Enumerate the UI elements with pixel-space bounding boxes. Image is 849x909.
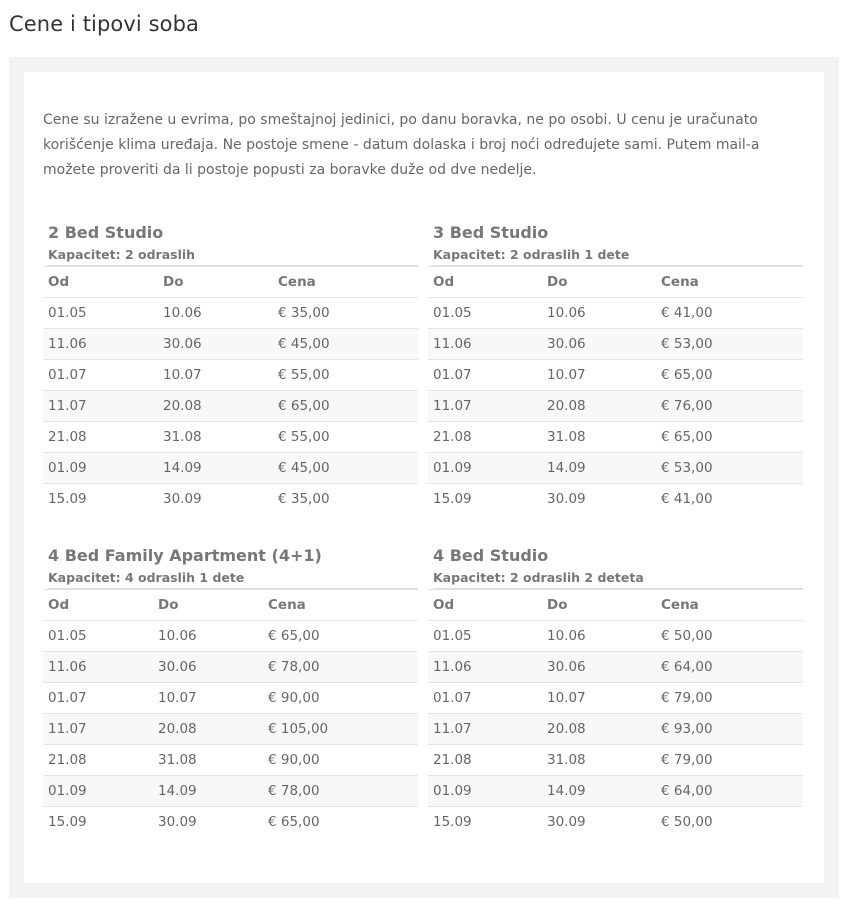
cell-to: 30.06	[153, 652, 263, 683]
cell-to: 30.09	[547, 491, 586, 507]
page-title: Cene i tipovi soba	[9, 12, 199, 36]
table-header-row	[428, 590, 803, 621]
cell-to: 30.06	[542, 329, 656, 360]
cell-from: 01.09	[428, 453, 542, 484]
cell-from: 01.07	[428, 360, 542, 391]
column-header-price: Cena	[263, 590, 418, 621]
table-row	[428, 453, 803, 484]
room-capacity: Kapacitet: 2 odraslih 1 dete	[433, 244, 803, 266]
table-row	[428, 484, 803, 515]
cell-price: € 53,00	[656, 329, 803, 360]
cell-from: 21.08	[43, 422, 158, 453]
column-header-to: Do	[542, 590, 656, 621]
cell-price: € 65,00	[263, 621, 418, 652]
table-row	[428, 422, 803, 453]
table-row	[43, 683, 418, 714]
room-title: 4 Bed Studio	[433, 546, 549, 565]
table-row	[43, 453, 418, 484]
cell-from: 01.07	[43, 683, 153, 714]
column-header-to: Do	[542, 267, 656, 298]
room-section	[428, 222, 803, 514]
column-header-price: Cena	[656, 267, 803, 298]
column-header-to: Do	[158, 267, 273, 298]
cell-from: 11.07	[428, 714, 542, 745]
cell-from: 21.08	[428, 745, 542, 776]
table-row	[428, 714, 803, 745]
column-header-from: Od	[43, 590, 153, 621]
cell-price: € 53,00	[656, 453, 803, 484]
price-table	[43, 266, 418, 514]
cell-to: 14.09	[542, 776, 656, 807]
cell-from: 21.08	[43, 745, 153, 776]
cell-price: € 50,00	[661, 814, 713, 830]
cell-to: 20.08	[153, 714, 263, 745]
cell-to: 10.06	[542, 621, 656, 652]
cell-from: 01.05	[428, 621, 542, 652]
table-header-row	[43, 267, 418, 298]
content-card	[24, 72, 824, 883]
content-panel	[9, 57, 839, 898]
cell-to: 31.08	[158, 422, 273, 453]
table-row	[43, 652, 418, 683]
table-row	[428, 683, 803, 714]
table-row	[428, 329, 803, 360]
room-capacity: Kapacitet: 2 odraslih	[48, 244, 418, 266]
cell-price: € 65,00	[268, 814, 320, 830]
room-capacity: Kapacitet: 2 odraslih 2 deteta	[433, 567, 803, 589]
table-header-row	[428, 267, 803, 298]
column-header-to: Do	[153, 590, 263, 621]
table-row	[43, 714, 418, 745]
column-header-from: Od	[43, 267, 158, 298]
cell-from: 01.05	[43, 621, 153, 652]
column-header-from: Od	[428, 590, 542, 621]
cell-from: 01.07	[43, 360, 158, 391]
cell-price: € 55,00	[273, 422, 418, 453]
cell-price: € 78,00	[263, 652, 418, 683]
cell-price: € 64,00	[656, 652, 803, 683]
cell-from: 11.07	[43, 391, 158, 422]
cell-price: € 45,00	[273, 329, 418, 360]
room-title: 2 Bed Studio	[48, 223, 164, 242]
cell-price: € 65,00	[656, 360, 803, 391]
cell-from: 11.06	[428, 329, 542, 360]
cell-from: 15.09	[48, 814, 87, 830]
cell-price: € 79,00	[656, 683, 803, 714]
cell-to: 20.08	[158, 391, 273, 422]
cell-to: 31.08	[542, 422, 656, 453]
cell-price: € 78,00	[263, 776, 418, 807]
cell-to: 10.07	[153, 683, 263, 714]
cell-price: € 79,00	[656, 745, 803, 776]
cell-price: € 45,00	[273, 453, 418, 484]
intro-text: Cene su izražene u evrima, po smeštajnoj jedinici, po danu boravka, ne po osobi. U cenu je uračunato korišćenje klima uređaja. Ne postoje smene - datum dolaska i broj noći određujete sami. Putem mail-a možete proveriti da li postoje popusti za boravke duže od dve nedelje.	[43, 112, 760, 178]
cell-price: € 55,00	[273, 360, 418, 391]
cell-to: 30.09	[163, 491, 202, 507]
room-section	[43, 545, 418, 837]
cell-from: 11.07	[43, 714, 153, 745]
cell-price: € 93,00	[656, 714, 803, 745]
cell-from: 15.09	[48, 491, 87, 507]
table-row	[43, 745, 418, 776]
table-row	[43, 360, 418, 391]
cell-price: € 90,00	[263, 683, 418, 714]
price-table	[428, 266, 803, 514]
room-section	[428, 545, 803, 837]
room-capacity: Kapacitet: 4 odraslih 1 dete	[48, 567, 418, 589]
cell-to: 30.09	[158, 814, 197, 830]
cell-price: € 65,00	[273, 391, 418, 422]
table-row	[428, 360, 803, 391]
table-row	[43, 484, 418, 515]
cell-price: € 90,00	[263, 745, 418, 776]
cell-price: € 65,00	[656, 422, 803, 453]
cell-to: 20.08	[542, 391, 656, 422]
cell-from: 01.07	[428, 683, 542, 714]
cell-from: 15.09	[433, 491, 472, 507]
cell-from: 11.06	[428, 652, 542, 683]
cell-to: 10.06	[158, 298, 273, 329]
cell-to: 14.09	[158, 453, 273, 484]
cell-from: 15.09	[433, 814, 472, 830]
cell-from: 01.09	[43, 453, 158, 484]
cell-price: € 35,00	[278, 491, 330, 507]
table-row	[428, 776, 803, 807]
table-row	[428, 391, 803, 422]
cell-price: € 50,00	[656, 621, 803, 652]
cell-to: 31.08	[542, 745, 656, 776]
room-title: 4 Bed Family Apartment (4+1)	[48, 546, 322, 565]
cell-to: 30.09	[547, 814, 586, 830]
cell-price: € 64,00	[656, 776, 803, 807]
table-row	[43, 422, 418, 453]
cell-from: 11.06	[43, 652, 153, 683]
cell-price: € 76,00	[656, 391, 803, 422]
table-row	[428, 621, 803, 652]
cell-from: 01.09	[43, 776, 153, 807]
table-row	[428, 298, 803, 329]
room-section	[43, 222, 418, 514]
table-row	[428, 745, 803, 776]
cell-to: 30.06	[158, 329, 273, 360]
cell-to: 31.08	[153, 745, 263, 776]
table-row	[43, 621, 418, 652]
cell-to: 14.09	[153, 776, 263, 807]
cell-to: 20.08	[542, 714, 656, 745]
table-header-row	[43, 590, 418, 621]
price-table	[428, 589, 803, 837]
cell-from: 21.08	[428, 422, 542, 453]
column-header-from: Od	[428, 267, 542, 298]
room-title: 3 Bed Studio	[433, 223, 549, 242]
table-row	[428, 652, 803, 683]
cell-to: 10.06	[542, 298, 656, 329]
cell-from: 01.09	[428, 776, 542, 807]
table-row	[43, 391, 418, 422]
table-row	[43, 776, 418, 807]
table-row	[43, 329, 418, 360]
table-row	[428, 807, 803, 838]
cell-from: 01.05	[43, 298, 158, 329]
cell-to: 30.06	[542, 652, 656, 683]
cell-from: 11.06	[43, 329, 158, 360]
cell-price: € 41,00	[661, 491, 713, 507]
cell-price: € 35,00	[273, 298, 418, 329]
column-header-price: Cena	[656, 590, 803, 621]
cell-to: 10.07	[158, 360, 273, 391]
table-row	[43, 807, 418, 838]
column-header-price: Cena	[273, 267, 418, 298]
cell-to: 10.07	[542, 683, 656, 714]
cell-price: € 105,00	[263, 714, 418, 745]
cell-to: 14.09	[542, 453, 656, 484]
cell-to: 10.06	[153, 621, 263, 652]
table-row	[43, 298, 418, 329]
price-table	[43, 589, 418, 837]
cell-price: € 41,00	[656, 298, 803, 329]
cell-to: 10.07	[542, 360, 656, 391]
cell-from: 11.07	[428, 391, 542, 422]
cell-from: 01.05	[428, 298, 542, 329]
